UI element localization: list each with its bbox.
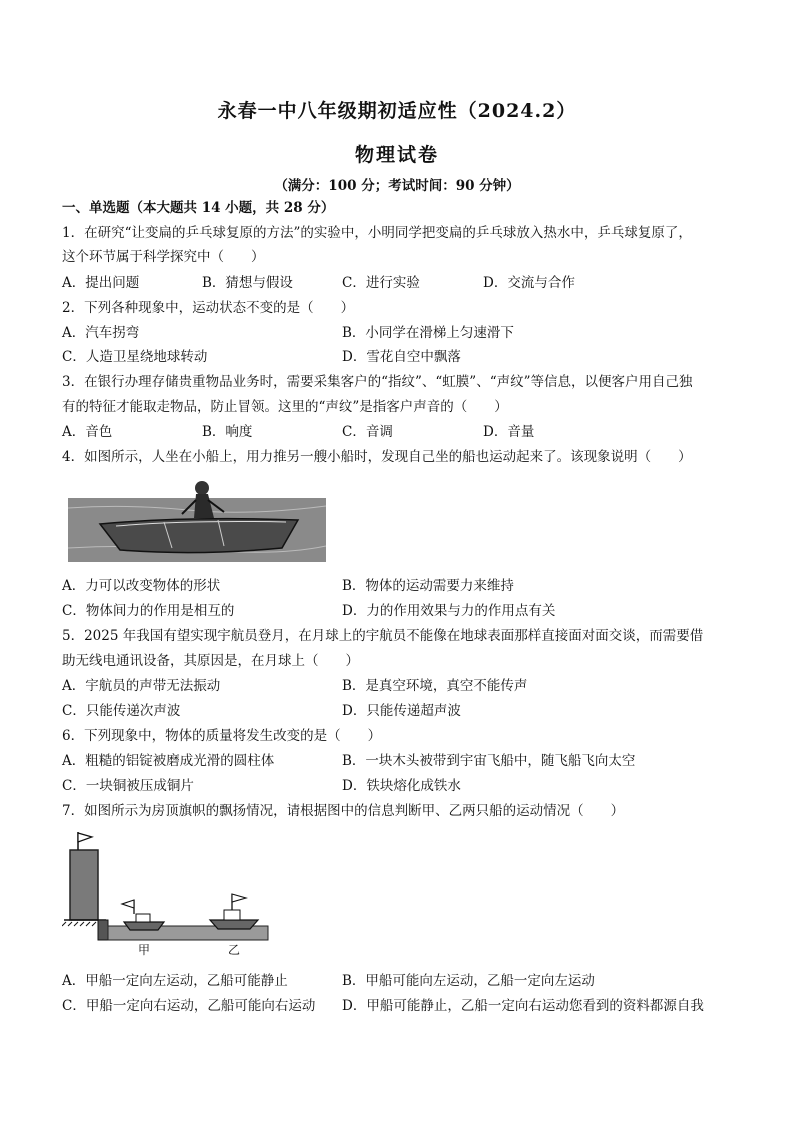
question-6-option-c: C．一块铜被压成铜片: [62, 778, 194, 794]
question-4-line-1: 4．如图所示，人坐在小船上，用力推另一艘小船时，发现自己坐的船也运动起来了。该现象说明（ ）: [62, 449, 692, 465]
question-5-option-c: C．只能传递次声波: [62, 703, 181, 719]
building-flag: [78, 833, 92, 842]
exam-title: 永春一中八年级期初适应性（2024.2）: [217, 100, 577, 122]
question-3-line-2: 有的特征才能取走物品，防止冒领。这里的“声纹”是指客户声音的（ ）: [62, 399, 508, 415]
boat-jia: [124, 922, 164, 930]
flags-boats-figure: [62, 830, 274, 958]
section-heading: 一、单选题（本大题共 14 小题，共 28 分）: [62, 200, 335, 216]
person-body: [194, 494, 214, 518]
question-6-option-d: D．铁块熔化成铁水: [342, 778, 461, 794]
question-5-line-1: 5．2025 年我国有望实现宇航员登月，在月球上的宇航员不能像在地球表面那样直接面对面交谈，而需要借: [62, 628, 704, 644]
question-5-option-b: B．是真空环境，真空不能传声: [342, 678, 528, 694]
question-3-option-c: C．音调: [342, 424, 393, 440]
question-7-option-d: D．甲船可能静止，乙船一定向右运动您看到的资料都源自我: [342, 998, 704, 1014]
boat-yi: [210, 920, 258, 929]
question-7-line-1: 7．如图所示为房顶旗帜的飘扬情况，请根据图中的信息判断甲、乙两只船的运动情况（ ）: [62, 803, 625, 819]
exam-meta: （满分：100 分；考试时间：90 分钟）: [274, 178, 520, 194]
building: [70, 850, 98, 920]
question-4-option-c: C．物体间力的作用是相互的: [62, 603, 235, 619]
question-5-line-2: 助无线电通讯设备，其原因是，在月球上（ ）: [62, 653, 359, 669]
boat-jia-flag: [122, 900, 134, 908]
question-2-option-a: A．汽车拐弯: [62, 325, 140, 341]
question-5-option-d: D．只能传递超声波: [342, 703, 461, 719]
question-3-option-d: D．音量: [483, 424, 535, 440]
question-1-option-d: D．交流与合作: [483, 275, 575, 291]
question-1-line-1: 1．在研究“让变扁的乒乓球复原的方法”的实验中，小明同学把变扁的乒乓球放入热水中，乒乓球复原了，: [62, 225, 692, 241]
question-6-option-b: B．一块木头被带到宇宙飞船中，随飞船飞向太空: [342, 753, 636, 769]
label-yi: 乙: [227, 943, 241, 957]
question-7-option-b: B．甲船可能向左运动，乙船一定向左运动: [342, 973, 595, 989]
question-2-option-c: C．人造卫星绕地球转动: [62, 349, 208, 365]
question-1-option-c: C．进行实验: [342, 275, 420, 291]
question-7-option-c: C．甲船一定向右运动，乙船可能向右运动: [62, 998, 316, 1014]
label-jia: 甲: [137, 943, 151, 957]
question-7-option-a: A．甲船一定向左运动，乙船可能静止: [62, 973, 288, 989]
boat-yi-flag: [232, 894, 246, 902]
boat-figure: [68, 478, 326, 562]
question-3-option-a: A．音色: [62, 424, 113, 440]
question-4-option-a: A．力可以改变物体的形状: [62, 578, 221, 594]
boat-hull: [100, 519, 298, 553]
question-3-option-b: B．响度: [202, 424, 253, 440]
question-6-line-1: 6．下列现象中，物体的质量将发生改变的是（ ）: [62, 728, 382, 744]
question-1-option-b: B．猜想与假设: [202, 275, 293, 291]
question-2-line-1: 2．下列各种现象中，运动状态不变的是（ ）: [62, 300, 355, 316]
person-head: [195, 481, 209, 495]
question-4-option-b: B．物体的运动需要力来维持: [342, 578, 514, 594]
question-1-option-a: A．提出问题: [62, 275, 140, 291]
question-2-option-d: D．雪花自空中飘落: [342, 349, 461, 365]
question-6-option-a: A．粗糙的铝锭被磨成光滑的圆柱体: [62, 753, 275, 769]
question-4-option-d: D．力的作用效果与力的作用点有关: [342, 603, 556, 619]
exam-subject: 物理试卷: [354, 144, 439, 166]
question-2-option-b: B．小同学在滑梯上匀速滑下: [342, 325, 514, 341]
question-1-line-2: 这个环节属于科学探究中（ ）: [62, 249, 265, 265]
question-3-line-1: 3．在银行办理存储贵重物品业务时，需要采集客户的“指纹”、“虹膜”、“声纹”等信息，以便客户用自己独: [62, 374, 693, 390]
question-5-option-a: A．宇航员的声带无法振动: [62, 678, 221, 694]
